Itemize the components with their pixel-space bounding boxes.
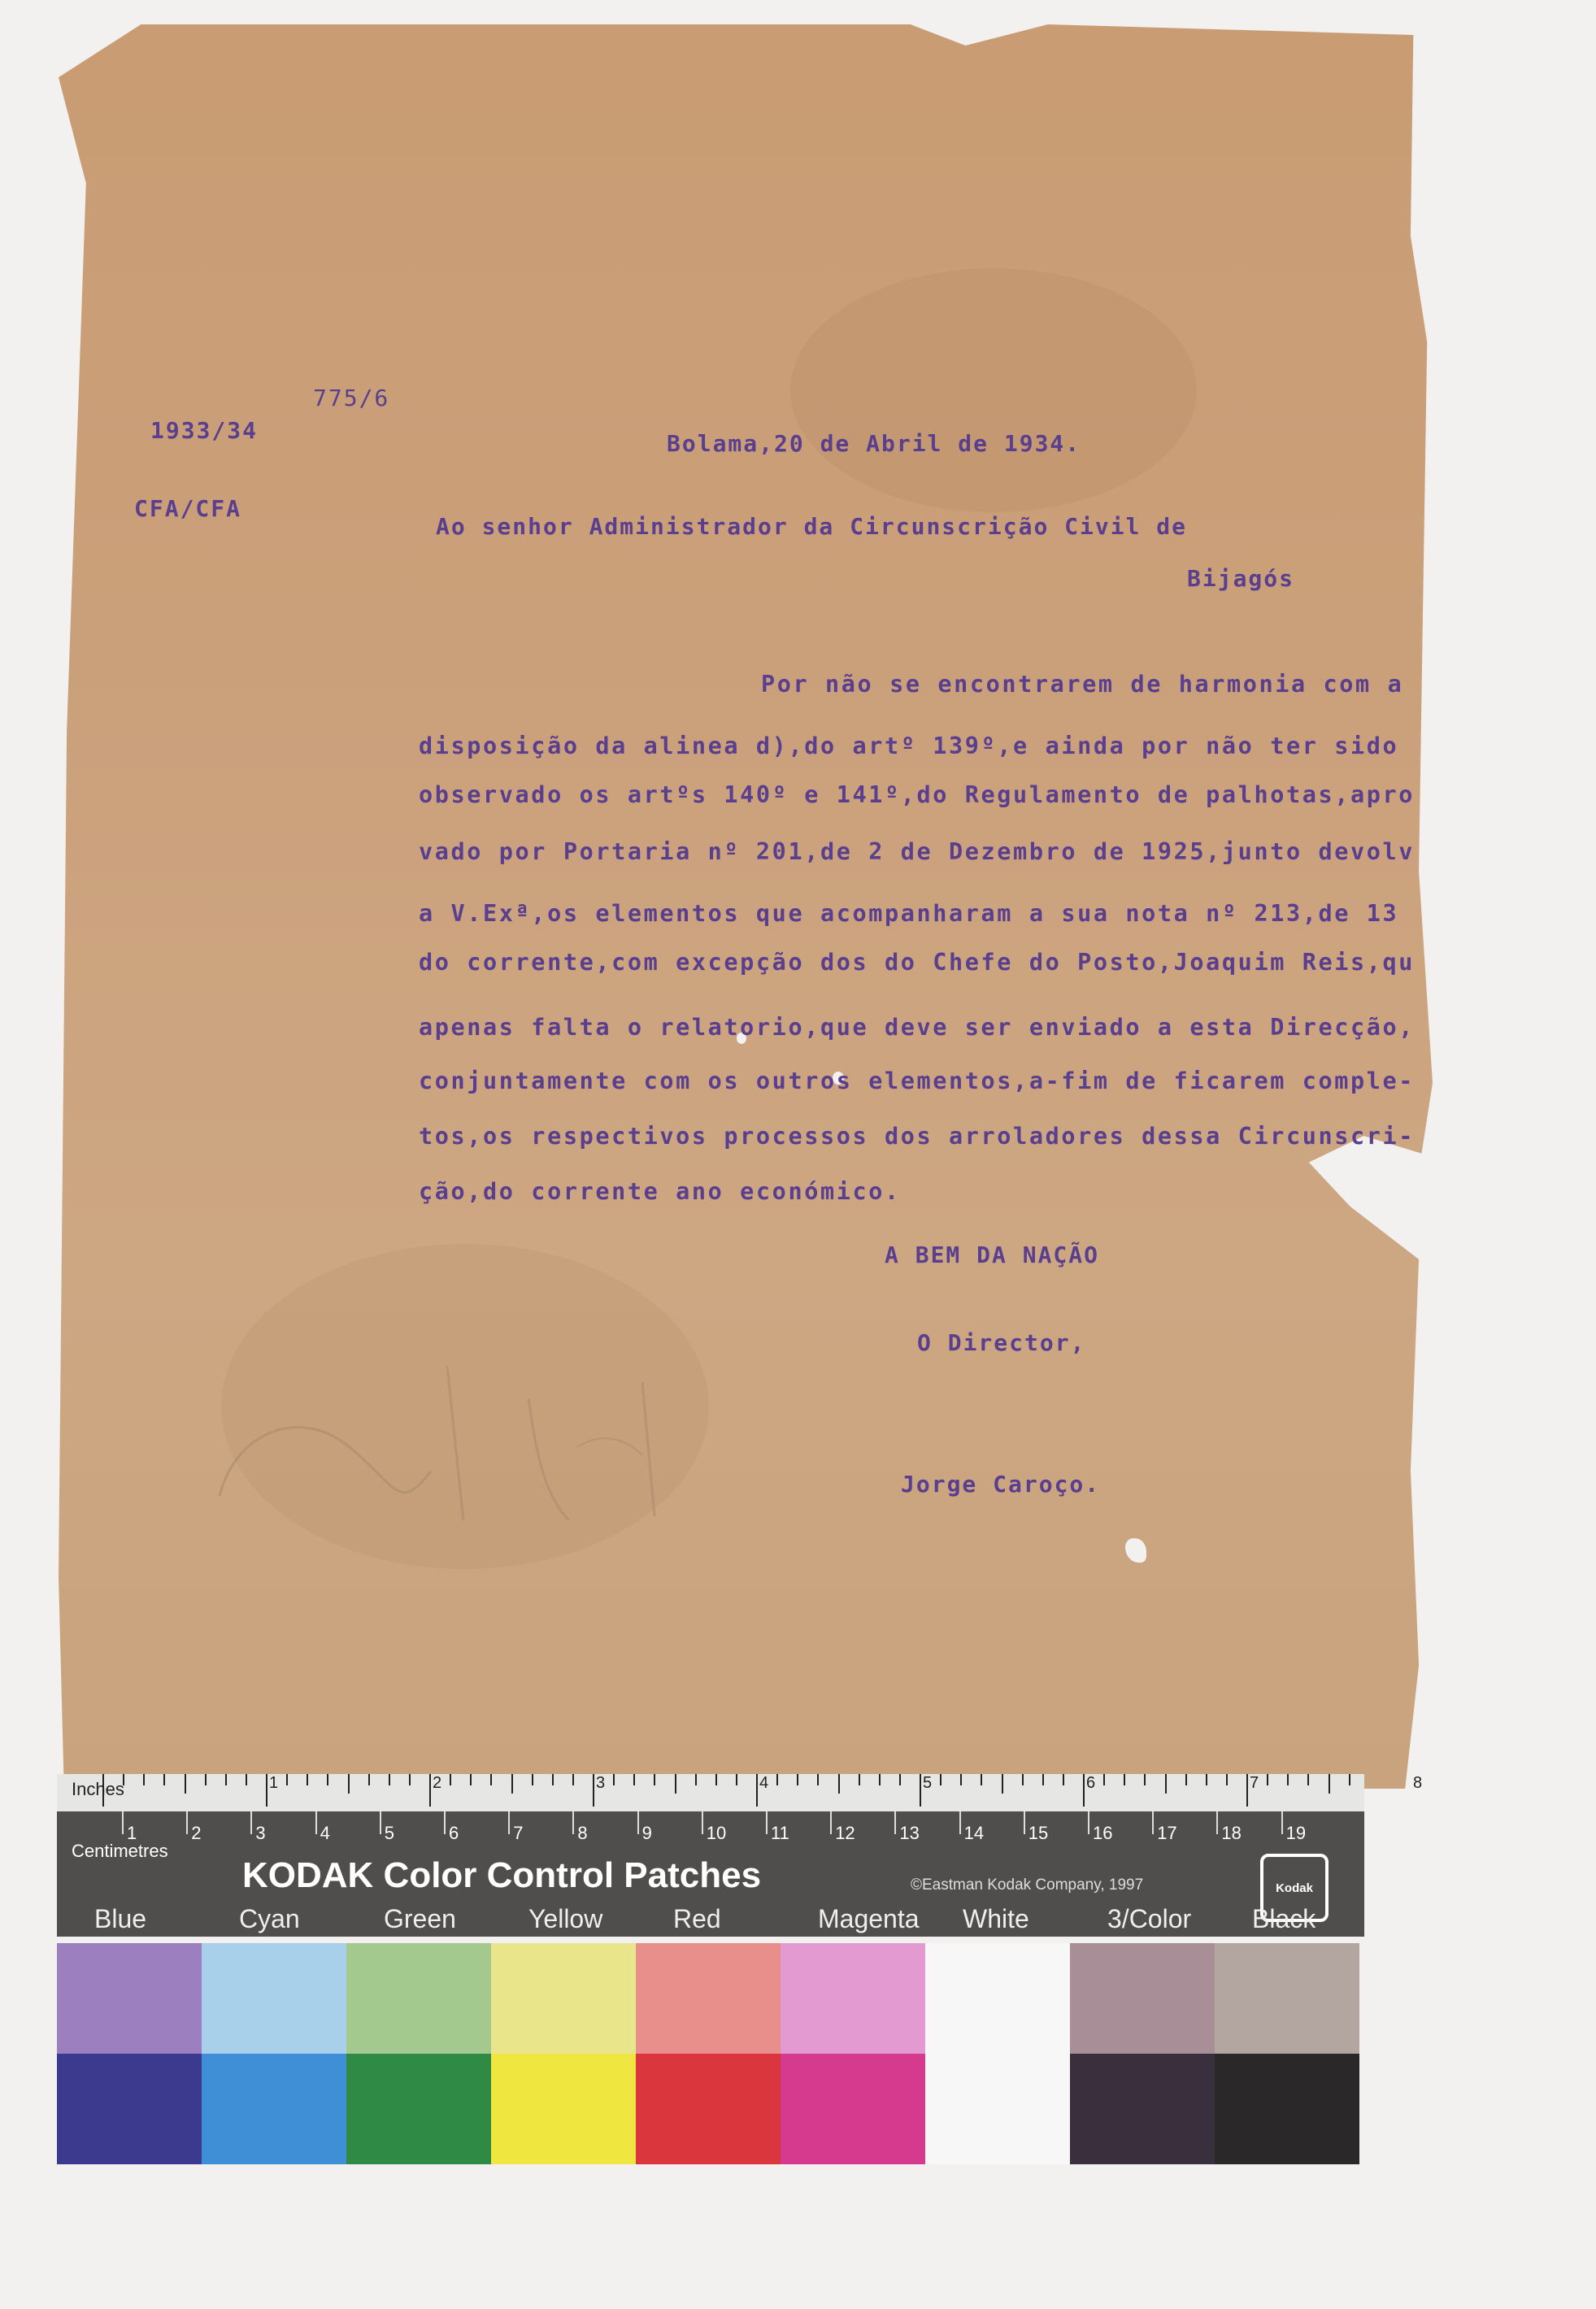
centimetres-label: Centimetres	[72, 1841, 168, 1861]
place-date: Bolama,20 de Abril de 1934.	[667, 430, 1081, 457]
patch-label: Red	[673, 1904, 721, 1933]
inch-mark: 6	[1086, 1774, 1096, 1792]
inch-tick	[1002, 1774, 1003, 1794]
inch-tick	[511, 1774, 513, 1794]
inch-tick	[143, 1774, 145, 1785]
patch-label: Cyan	[239, 1904, 300, 1933]
inch-tick	[1329, 1774, 1330, 1794]
color-patch-dark	[1215, 2054, 1359, 2164]
patch-label: White	[963, 1904, 1029, 1933]
inches-label: Inches	[72, 1779, 124, 1799]
file-year: 1933/34	[150, 417, 259, 444]
color-patch-dark	[346, 2054, 491, 2164]
copyright-notice: ©Eastman Kodak Company, 1997	[911, 1876, 1144, 1894]
cm-tick	[959, 1811, 961, 1834]
inch-tick	[593, 1774, 594, 1807]
inch-tick	[797, 1774, 798, 1785]
inch-tick	[327, 1774, 328, 1785]
color-patch-dark	[636, 2054, 781, 2164]
cm-tick	[380, 1811, 381, 1834]
inch-tick	[633, 1774, 635, 1785]
inch-mark: 3	[596, 1774, 606, 1792]
cm-mark: 13	[899, 1823, 920, 1843]
inch-mark: 7	[1250, 1774, 1259, 1792]
color-patch-light	[781, 1943, 925, 2054]
inch-tick	[1103, 1774, 1105, 1785]
inch-tick	[246, 1774, 247, 1785]
inch-tick	[163, 1774, 165, 1785]
body-line: tos,os respectivos processos dos arroladores dessa Circunscri-	[419, 1123, 1416, 1150]
inch-tick	[1185, 1774, 1187, 1785]
addressee-line1: Ao senhor Administrador da Circunscrição Civil de	[436, 513, 1188, 540]
color-patch-light	[491, 1943, 636, 2054]
cm-tick	[702, 1811, 703, 1834]
body-line: a V.Exª,os elementos que acompanharam a sua nota nº 213,de 13	[419, 900, 1399, 927]
cm-tick	[894, 1811, 896, 1834]
color-patch-light	[1215, 1943, 1359, 2054]
inch-tick	[450, 1774, 451, 1785]
cm-mark: 16	[1093, 1823, 1113, 1843]
inch-tick	[756, 1774, 758, 1807]
cm-mark: 5	[384, 1823, 395, 1843]
color-patch-dark	[491, 2054, 636, 2164]
inch-tick	[1287, 1774, 1289, 1785]
cm-mark: 3	[255, 1823, 266, 1843]
cm-mark: 2	[191, 1823, 202, 1843]
inch-mark: 8	[1413, 1774, 1423, 1792]
closing-salutation: A BEM DA NAÇÃO	[885, 1241, 1100, 1268]
cm-mark: 11	[771, 1823, 789, 1843]
inch-tick	[470, 1774, 472, 1785]
inch-tick	[307, 1774, 308, 1785]
body-line: Por não se encontrarem de harmonia com a	[761, 671, 1404, 698]
patch-label: Black	[1252, 1904, 1316, 1933]
color-patch-light	[202, 1943, 346, 2054]
inch-tick	[859, 1774, 860, 1785]
inch-tick	[920, 1774, 921, 1807]
pencil-signature	[187, 1333, 756, 1545]
cm-tick	[1088, 1811, 1089, 1834]
cm-tick	[1152, 1811, 1154, 1834]
color-patch-dark	[1070, 2054, 1215, 2164]
initials: CFA/CFA	[134, 495, 242, 522]
kodak-logo-text: Kodak	[1276, 1881, 1313, 1895]
reference-number: 775/6	[313, 385, 390, 411]
body-line: vado por Portaria nº 201,de 2 de Dezembro de 1925,junto devolv	[419, 838, 1416, 865]
cm-mark: 6	[449, 1823, 459, 1843]
cm-tick	[572, 1811, 574, 1834]
body-line: conjuntamente com os outros elementos,a-fim de ficarem comple-	[419, 1068, 1416, 1094]
inch-tick	[817, 1774, 819, 1785]
patch-label: 3/Color	[1107, 1904, 1192, 1933]
inch-tick	[838, 1774, 840, 1794]
body-line: ção,do corrente ano económico.	[419, 1178, 901, 1205]
cm-tick	[1024, 1811, 1025, 1834]
inch-tick	[613, 1774, 615, 1785]
inch-tick	[1206, 1774, 1207, 1785]
inch-tick	[409, 1774, 411, 1785]
patch-label: Magenta	[818, 1904, 920, 1933]
inch-tick	[776, 1774, 778, 1785]
cm-tick	[637, 1811, 639, 1834]
inch-tick	[654, 1774, 655, 1785]
patch-label: Yellow	[528, 1904, 603, 1933]
cm-tick	[508, 1811, 510, 1834]
body-line: observado os artºs 140º e 141º,do Regulamento de palhotas,apro	[419, 781, 1416, 808]
inch-tick	[1144, 1774, 1146, 1785]
inch-tick	[1063, 1774, 1064, 1785]
inch-tick	[1307, 1774, 1309, 1785]
inch-tick	[552, 1774, 554, 1785]
inch-mark: 1	[269, 1774, 279, 1792]
paper-stain	[790, 268, 1197, 512]
cm-mark: 17	[1157, 1823, 1177, 1843]
cm-tick	[766, 1811, 768, 1834]
cm-tick	[830, 1811, 832, 1834]
inch-tick	[429, 1774, 431, 1807]
cm-tick	[122, 1811, 124, 1834]
cm-tick	[1281, 1811, 1283, 1834]
cm-tick	[250, 1811, 252, 1834]
inch-tick	[981, 1774, 982, 1785]
patch-label: Blue	[94, 1904, 147, 1933]
body-line: disposição da alinea d),do artº 139º,e ainda por não ter sido	[419, 733, 1399, 759]
inch-tick	[572, 1774, 574, 1785]
signature-name: Jorge Caroço.	[901, 1471, 1101, 1498]
color-patch-dark	[57, 2054, 202, 2164]
color-patch-light	[636, 1943, 781, 2054]
inch-scale	[57, 1774, 1423, 1811]
inch-tick	[348, 1774, 350, 1794]
inch-mark: 5	[923, 1774, 933, 1792]
cm-tick	[186, 1811, 188, 1834]
inch-tick	[1022, 1774, 1024, 1785]
cm-mark: 18	[1221, 1823, 1242, 1843]
color-patch-dark	[781, 2054, 925, 2164]
inch-tick	[695, 1774, 697, 1785]
cm-mark: 10	[706, 1823, 727, 1843]
inch-tick	[1349, 1774, 1350, 1785]
color-patch-light	[346, 1943, 491, 2054]
cm-tick	[315, 1811, 317, 1834]
cm-tick	[444, 1811, 446, 1834]
body-line: do corrente,com excepção dos do Chefe do Posto,Joaquim Reis,qu	[419, 949, 1416, 976]
inch-tick	[1042, 1774, 1044, 1785]
ruler	[57, 1774, 1423, 1937]
cm-mark: 19	[1285, 1823, 1307, 1843]
inch-tick	[286, 1774, 288, 1785]
cm-mark: 9	[641, 1823, 652, 1843]
target-title: KODAK Color Control Patches	[242, 1855, 762, 1895]
cm-tick	[1216, 1811, 1218, 1834]
color-patch-light	[57, 1943, 202, 2054]
inch-tick	[532, 1774, 533, 1785]
inch-tick	[736, 1774, 737, 1785]
cm-mark: 4	[320, 1823, 330, 1843]
cm-mark: 7	[513, 1823, 524, 1843]
inch-tick	[1083, 1774, 1085, 1807]
cm-mark: 12	[835, 1823, 855, 1843]
inch-tick	[1226, 1774, 1228, 1785]
inch-mark: 4	[759, 1774, 769, 1792]
patch-label: Green	[384, 1904, 456, 1933]
inch-tick	[266, 1774, 267, 1807]
color-patch-dark	[202, 2054, 346, 2164]
inch-tick	[490, 1774, 492, 1785]
inch-tick	[1246, 1774, 1248, 1807]
inch-tick	[940, 1774, 942, 1785]
cm-mark: 1	[127, 1823, 137, 1843]
inch-mark: 2	[433, 1774, 442, 1792]
inch-tick	[389, 1774, 390, 1785]
inch-tick	[960, 1774, 962, 1785]
inch-tick	[1267, 1774, 1268, 1785]
inch-tick	[879, 1774, 881, 1785]
inch-tick	[899, 1774, 901, 1785]
inch-tick	[1124, 1774, 1125, 1785]
inch-tick	[185, 1774, 186, 1794]
inch-tick	[368, 1774, 370, 1785]
color-control-target	[57, 1774, 1423, 2164]
inch-tick	[1165, 1774, 1167, 1794]
cm-mark: 8	[577, 1823, 588, 1843]
color-patch-dark	[925, 2054, 1070, 2164]
color-patch-light	[1070, 1943, 1215, 2054]
color-patch-light	[925, 1943, 1070, 2054]
inch-tick	[205, 1774, 207, 1785]
inch-tick	[715, 1774, 717, 1785]
addressee-line2: Bijagós	[1187, 565, 1295, 592]
body-line: apenas falta o relatorio,que deve ser enviado a esta Direcção,	[419, 1014, 1416, 1041]
inch-tick	[225, 1774, 227, 1785]
signature-title: O Director,	[917, 1329, 1086, 1356]
cm-mark: 15	[1028, 1823, 1049, 1843]
inch-tick	[675, 1774, 676, 1794]
cm-mark: 14	[963, 1823, 985, 1843]
